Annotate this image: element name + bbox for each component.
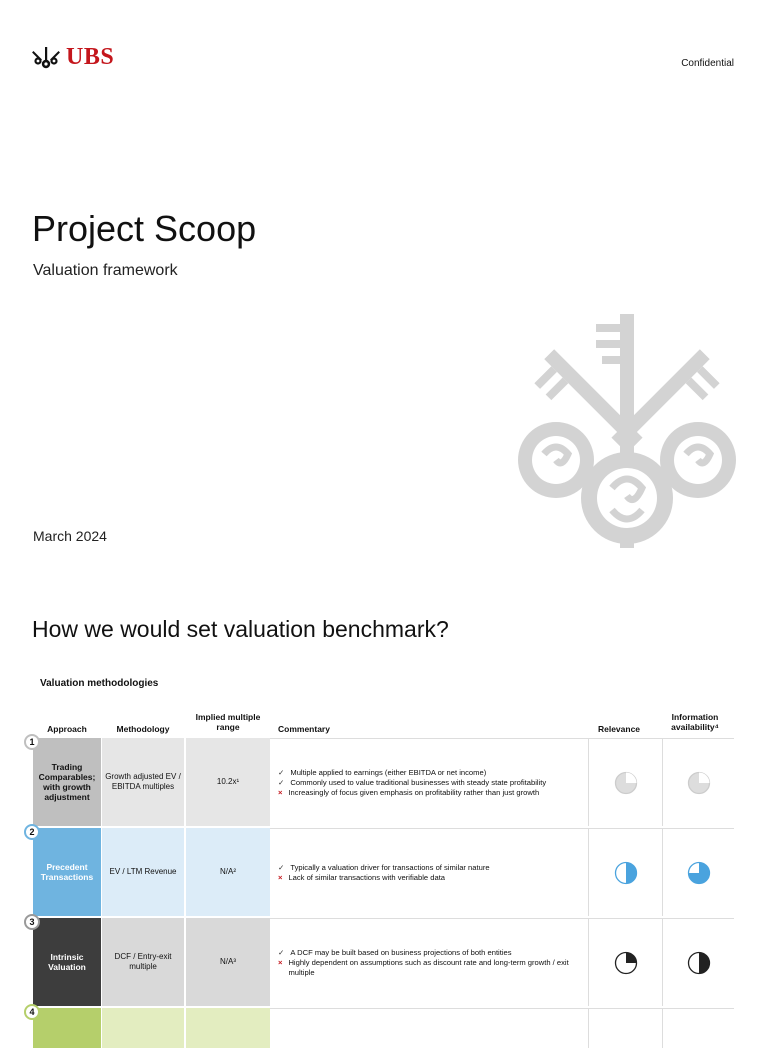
commentary-item (278, 863, 490, 873)
harvey-ball-icon (687, 951, 711, 975)
information-cell (662, 828, 734, 916)
approach-cell: Intrinsic Valuation (33, 918, 101, 1006)
commentary-text: A DCF may be built based on business projections of both entities (290, 947, 512, 957)
methodology-cell (102, 1008, 184, 1048)
relevance-cell (588, 738, 662, 826)
methodology-cell: EV / LTM Revenue (102, 828, 184, 916)
col-header-approach: Approach (47, 724, 87, 734)
report-date: March 2024 (33, 528, 107, 544)
commentary-item (278, 788, 546, 798)
check-icon: ✓ (278, 777, 285, 787)
logo-text: UBS (66, 44, 115, 70)
implied-range-cell: 10.2x¹ (186, 738, 270, 826)
row-number-badge: 1 (24, 734, 40, 750)
col-header-implied-range: Implied multiple range (195, 712, 261, 732)
approach-cell: Precedent Transactions (33, 828, 101, 916)
commentary-item (278, 768, 546, 778)
harvey-ball-icon (687, 861, 711, 885)
relevance-cell (588, 828, 662, 916)
commentary-cell (270, 918, 588, 1006)
harvey-ball-icon (614, 771, 638, 795)
ubs-logo (32, 44, 114, 71)
information-cell (662, 738, 734, 826)
check-icon: ✓ (278, 767, 285, 777)
implied-range-cell: N/A² (186, 828, 270, 916)
page-title: Project Scoop (32, 208, 257, 249)
implied-range-cell: N/A³ (186, 918, 270, 1006)
commentary-text: Typically a valuation driver for transactions of similar nature (290, 862, 490, 872)
col-header-information: Information availability⁴ (671, 712, 719, 732)
cross-icon: × (278, 787, 283, 797)
check-icon: ✓ (278, 862, 285, 872)
relevance-cell (588, 1008, 662, 1048)
approach-cell: Trading Comparables; with growth adjustment (33, 738, 101, 826)
check-icon: ✓ (278, 947, 285, 957)
commentary-cell (270, 1008, 588, 1048)
classification-label: Confidential (681, 58, 734, 69)
page-subtitle: Valuation framework (33, 262, 178, 279)
harvey-ball-icon (687, 771, 711, 795)
implied-range-cell (186, 1008, 270, 1048)
information-cell (662, 1008, 734, 1048)
commentary-text: Increasingly of focus given emphasis on profitability rather than just growth (288, 787, 540, 797)
information-cell (662, 918, 734, 1006)
commentary-item (278, 958, 588, 978)
commentary-item (278, 873, 490, 883)
commentary-text: Highly dependent on assumptions such as discount rate and long-term growth / exit multiple (288, 957, 569, 977)
cross-icon: × (278, 872, 283, 882)
col-header-commentary: Commentary (278, 724, 330, 734)
commentary-item (278, 778, 546, 788)
row-number-badge: 3 (24, 914, 40, 930)
harvey-ball-icon (614, 861, 638, 885)
commentary-text: Multiple applied to earnings (either EBITDA or net income) (290, 767, 487, 777)
relevance-cell (588, 918, 662, 1006)
approach-cell (33, 1008, 101, 1048)
commentary-text: Commonly used to value traditional businesses with steady state profitability (290, 777, 547, 787)
col-header-relevance: Relevance (597, 724, 641, 734)
section-title: How we would set valuation benchmark? (32, 616, 449, 642)
commentary-text: Lack of similar transactions with verifiable data (288, 872, 446, 882)
commentary-cell (270, 828, 588, 916)
keys-watermark-icon (516, 312, 738, 548)
table-label: Valuation methodologies (40, 678, 159, 689)
commentary-cell (270, 738, 588, 826)
commentary-item (278, 948, 588, 958)
methodology-cell: DCF / Entry-exit multiple (102, 918, 184, 1006)
col-header-methodology: Methodology (116, 724, 170, 734)
row-number-badge: 2 (24, 824, 40, 840)
harvey-ball-icon (614, 951, 638, 975)
row-number-badge: 4 (24, 1004, 40, 1020)
methodology-cell: Growth adjusted EV / EBITDA multiples (102, 738, 184, 826)
keys-logo-icon (32, 46, 60, 70)
cross-icon: × (278, 957, 283, 967)
